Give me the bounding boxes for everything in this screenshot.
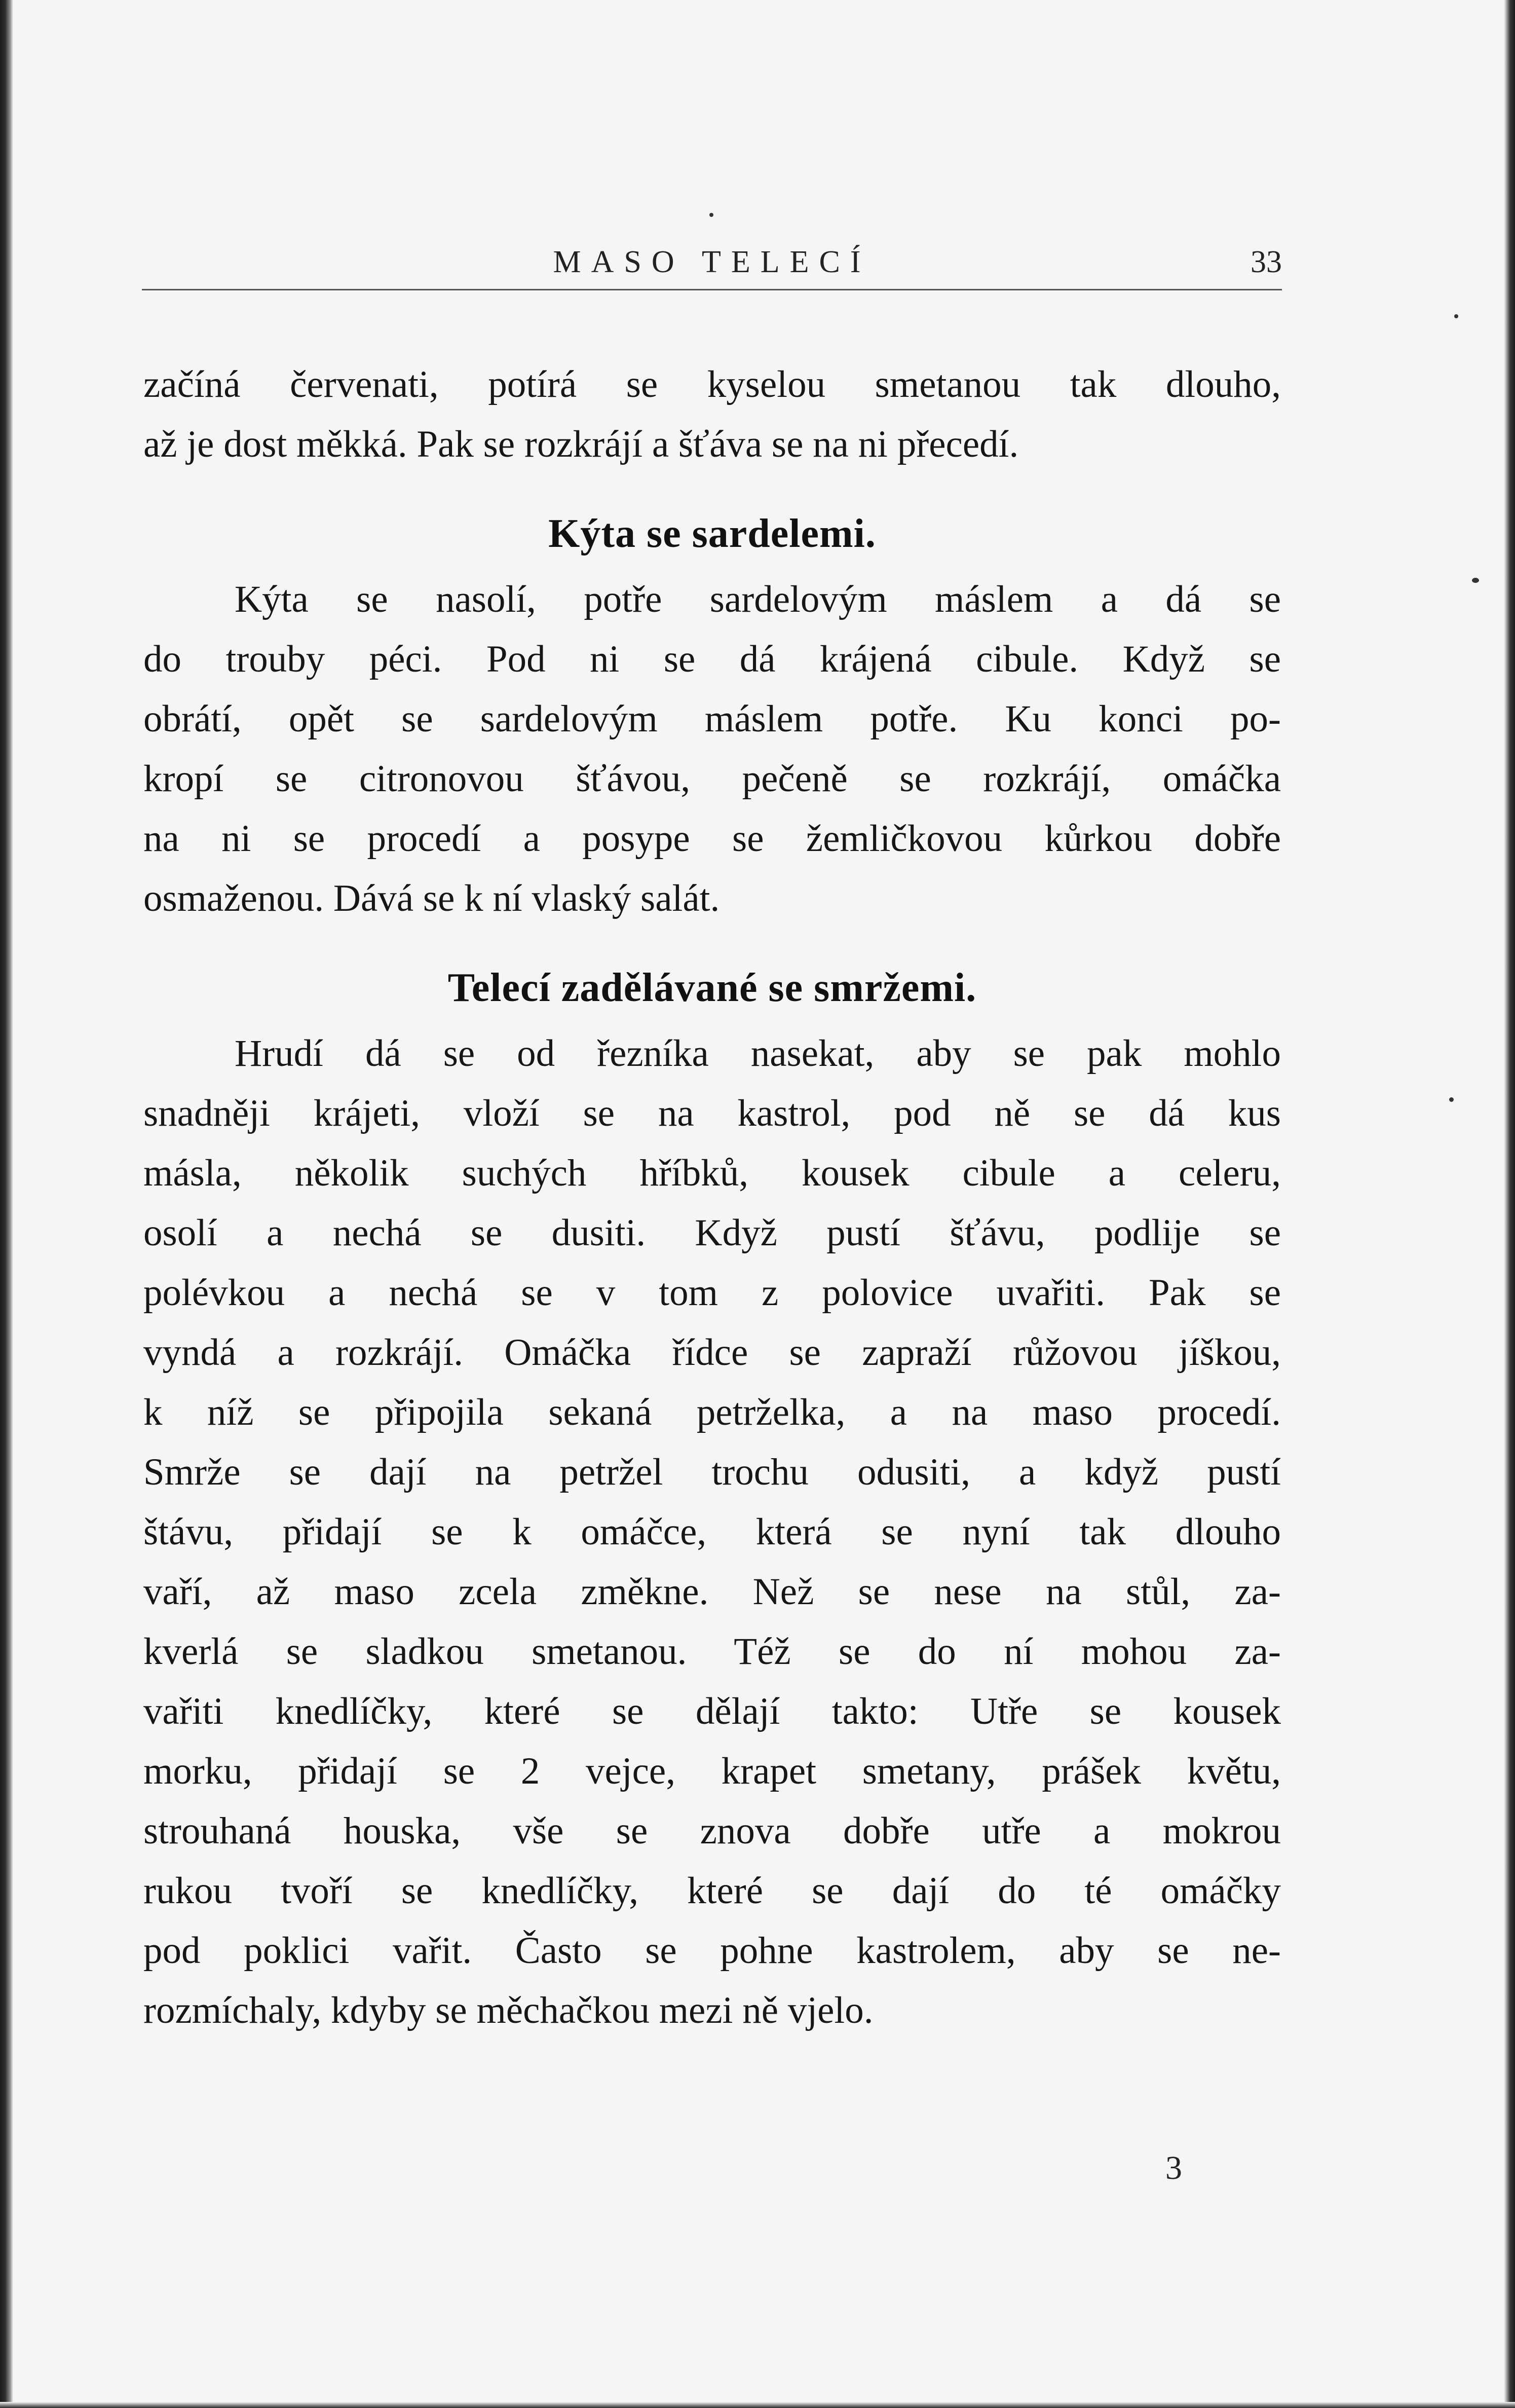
text-line: kropí se citronovou šťávou, pečeně se rozkrájí, omáčka [143,758,1281,800]
text-line: štávu, přidají se k omáčce, která se nyní tak dlouho [143,1511,1281,1553]
scan-edge-right [1504,0,1515,2408]
section-heading: Kýta se sardelemi. [548,511,876,556]
text-line: na ni se procedí a posype se žemličkovou kůrkou dobře [143,818,1281,860]
section-heading: Telecí zadělávané se smržemi. [447,966,977,1010]
text-line: osmaženou. Dává se k ní vlaský salát. [143,877,720,919]
text-line: vařiti knedlíčky, které se dělají takto: Utře se kousek [143,1690,1281,1732]
text-line: k níž se připojila sekaná petrželka, a na maso procedí. [143,1391,1281,1433]
signature-mark: 3 [1165,2150,1182,2187]
scan-edge-bottom [0,2402,1515,2408]
intro-paragraph [143,355,1281,474]
header-rule [142,289,1282,290]
text-line: osolí a nechá se dusiti. Když pustí šťávu, podlije se [143,1212,1281,1254]
scan-speck [709,213,713,217]
text-line: do trouby péci. Pod ni se dá krájená cibule. Když se [143,638,1281,680]
scan-edge-left [0,0,13,2408]
text-line: vaří, až maso zcela změkne. Než se nese na stůl, za- [143,1571,1281,1613]
text-line: strouhaná houska, vše se znova dobře utře a mokrou [143,1810,1281,1852]
text-line: kverlá se sladkou smetanou. Též se do ní mohou za- [143,1631,1281,1673]
text-line: vyndá a rozkrájí. Omáčka řídce se zapraží růžovou jíškou, [143,1331,1281,1374]
text-line: obrátí, opět se sardelovým máslem potře. Ku konci po- [143,698,1281,740]
text-line: morku, přidají se 2 vejce, krapet smetany, prášek květu, [143,1750,1281,1792]
text-line: Hrudí dá se od řezníka nasekat, aby se pak mohlo [235,1032,1281,1075]
running-head [142,234,1282,295]
text-line: pod poklici vařit. Často se pohne kastrolem, aby se ne- [143,1930,1281,1972]
text-line: začíná červenati, potírá se kyselou smetanou tak dlouho, [143,363,1281,405]
scan-speck [1472,578,1479,583]
running-head-title: MASO TELECÍ [553,245,871,279]
scan-speck [1449,1097,1454,1102]
scan-speck [1454,314,1458,318]
text-line: Kýta se nasolí, potře sardelovým máslem a dá se [235,578,1281,620]
text-line: snadněji krájeti, vloží se na kastrol, pod ně se dá kus [143,1092,1281,1134]
text-line: až je dost měkká. Pak se rozkrájí a šťáva se na ni přecedí. [143,423,1019,465]
text-line: polévkou a nechá se v tom z polovice uvařiti. Pak se [143,1272,1281,1314]
page-number: 33 [1251,245,1282,279]
text-line: másla, několik suchých hříbků, kousek cibule a celeru, [143,1152,1281,1194]
section-paragraph [143,1024,1281,2041]
section-paragraph [143,570,1281,929]
text-line: rukou tvoří se knedlíčky, které se dají do té omáčky [143,1870,1281,1912]
body-text [143,355,1281,2041]
text-line: Smrže se dají na petržel trochu odusiti, a když pustí [143,1451,1281,1493]
text-line: rozmíchaly, kdyby se měchačkou mezi ně vjelo. [143,1989,874,2031]
